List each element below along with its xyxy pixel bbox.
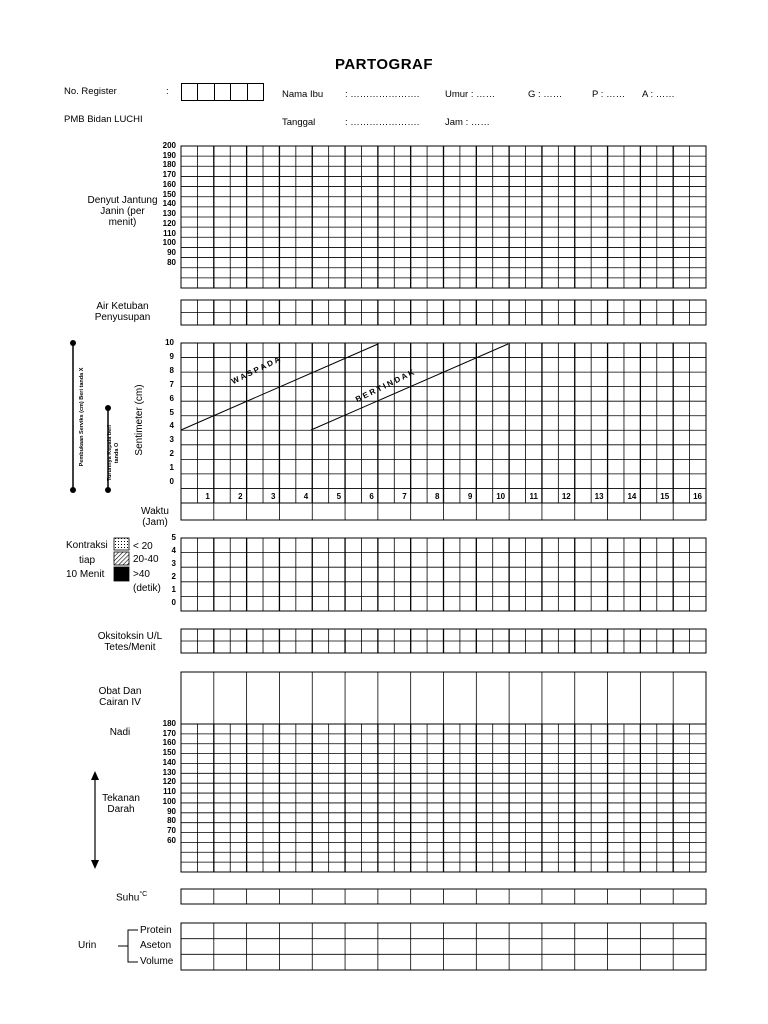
djj-label: Denyut Jantung Janin (per menit) (87, 195, 158, 228)
bertindak-label: B E R T I N D A K (354, 367, 416, 405)
oksitoksin-label: Oksitoksin U/L Tetes/Menit (97, 631, 163, 653)
pembukaan-serviks-label: Pembukaan Serviks (cm) Beri tanda X (79, 367, 85, 467)
tick-label: 5 (169, 407, 174, 417)
hour-label: 13 (594, 492, 604, 501)
tick-label: 90 (167, 247, 176, 257)
tick-label: 9 (169, 351, 174, 361)
hour-label: 16 (693, 492, 702, 501)
urin-label: Urin (78, 940, 97, 951)
urin-bracket (118, 930, 138, 962)
legend-box-solid (114, 567, 129, 581)
kepala-marker-top (105, 405, 111, 411)
tick-label: 190 (162, 150, 176, 160)
legend-box-dots (114, 538, 129, 550)
tick-label: 10 (165, 338, 174, 347)
hour-label: 9 (467, 492, 473, 501)
tanggal-label: Tanggal (282, 117, 316, 128)
tick-label: 60 (167, 835, 176, 845)
tick-label: 5 (171, 533, 176, 542)
tick-label: 160 (162, 179, 176, 189)
kontraksi-10menit-label: 10 Menit (66, 569, 105, 580)
tick-label: 8 (169, 365, 174, 375)
kepala-marker-bottom (105, 487, 111, 493)
a-field[interactable]: A : …… (642, 89, 675, 100)
hour-label: 2 (238, 492, 243, 501)
tick-label: 130 (162, 767, 176, 777)
umur-field[interactable]: Umur : …… (445, 89, 496, 100)
air-ketuban-label: Air Ketuban Penyusupan (94, 301, 151, 323)
arrow-down-icon (91, 860, 99, 869)
page-title: PARTOGRAF (334, 56, 434, 73)
hour-label: 5 (336, 492, 342, 501)
detik-label: (detik) (133, 583, 161, 594)
g-field[interactable]: G : …… (528, 89, 563, 100)
hour-label: 3 (270, 492, 276, 501)
urin-protein-label: Protein (140, 925, 172, 936)
tick-label: 100 (162, 238, 176, 248)
waspada-label: W A S P A D A (230, 354, 282, 387)
tick-label: 1 (169, 463, 174, 473)
hour-label: 4 (303, 492, 309, 501)
tanggal-field[interactable]: : …………………. (345, 117, 420, 128)
serviks-marker-bottom (70, 487, 76, 493)
arrow-up-icon (91, 771, 99, 780)
sentimeter-axis-label: Sentimeter (cm) (134, 384, 145, 456)
tick-label: 180 (162, 160, 176, 170)
jam-field[interactable]: Jam : …… (445, 117, 490, 128)
tick-label: 1 (171, 585, 176, 595)
tick-label: 140 (162, 757, 176, 767)
register-colon: : (166, 86, 169, 97)
tick-label: 200 (162, 141, 176, 150)
tick-label: 150 (162, 189, 176, 199)
tick-label: 0 (169, 477, 174, 487)
tick-label: 0 (171, 598, 176, 608)
legend-box-hatch (114, 552, 129, 565)
legend-gt40: >40 (133, 569, 150, 580)
tick-label: 110 (163, 787, 176, 797)
tick-label: 170 (162, 728, 176, 738)
hour-label: 1 (205, 492, 210, 501)
tick-label: 160 (162, 738, 176, 748)
turunnya-kepala-label: Turunnya Kepala beri tanda O (107, 425, 120, 481)
legend-lt20: < 20 (133, 541, 153, 552)
kontraksi-label: Kontraksi (66, 540, 108, 551)
tick-label: 3 (169, 435, 174, 445)
tick-label: 2 (171, 572, 176, 582)
nama-ibu-field[interactable]: : …………………. (345, 89, 420, 100)
urin-aseton-label: Aseton (140, 940, 172, 951)
tick-label: 170 (162, 170, 176, 180)
tick-label: 130 (162, 209, 176, 219)
urin-volume-label: Volume (140, 956, 174, 967)
tick-label: 80 (167, 257, 176, 267)
serviks-marker-top (70, 340, 76, 346)
tick-label: 180 (162, 719, 176, 728)
tick-label: 110 (163, 228, 176, 238)
tick-label: 7 (169, 379, 174, 389)
tick-label: 100 (162, 796, 176, 806)
hour-label: 15 (660, 492, 670, 501)
suhu-label: Suhu$^{^\circ C}$ (116, 891, 148, 904)
tick-label: 70 (167, 826, 176, 836)
tekanan-darah-label: Tekanan Darah (102, 793, 140, 815)
pmb-label: PMB Bidan LUCHI (64, 114, 143, 125)
hour-label: 10 (496, 492, 506, 501)
tick-label: 4 (169, 421, 174, 431)
register-label: No. Register (64, 86, 117, 97)
nama-ibu-label: Nama Ibu (282, 89, 324, 100)
hour-label: 12 (561, 492, 571, 501)
tick-label: 6 (169, 393, 174, 403)
tick-label: 80 (167, 816, 176, 826)
tick-label: 90 (167, 806, 176, 816)
tick-label: 4 (171, 546, 176, 556)
hour-label: 11 (529, 492, 538, 501)
nadi-label: Nadi (109, 727, 131, 738)
tick-label: 120 (162, 218, 176, 228)
tick-label: 120 (162, 777, 176, 787)
waktu-label: Waktu (Jam) (141, 506, 169, 528)
hour-label: 7 (402, 492, 407, 501)
tick-label: 150 (162, 748, 176, 758)
tick-label: 3 (171, 559, 176, 569)
hour-label: 6 (369, 492, 374, 501)
legend-20-40: 20-40 (133, 554, 159, 565)
kontraksi-tiap-label: tiap (79, 555, 96, 566)
hour-label: 14 (627, 492, 637, 501)
tick-label: 2 (169, 449, 174, 459)
hour-label: 8 (435, 492, 440, 501)
obat-label: Obat Dan Cairan IV (98, 686, 142, 708)
p-field[interactable]: P : …… (592, 89, 626, 100)
tick-label: 140 (162, 199, 176, 209)
